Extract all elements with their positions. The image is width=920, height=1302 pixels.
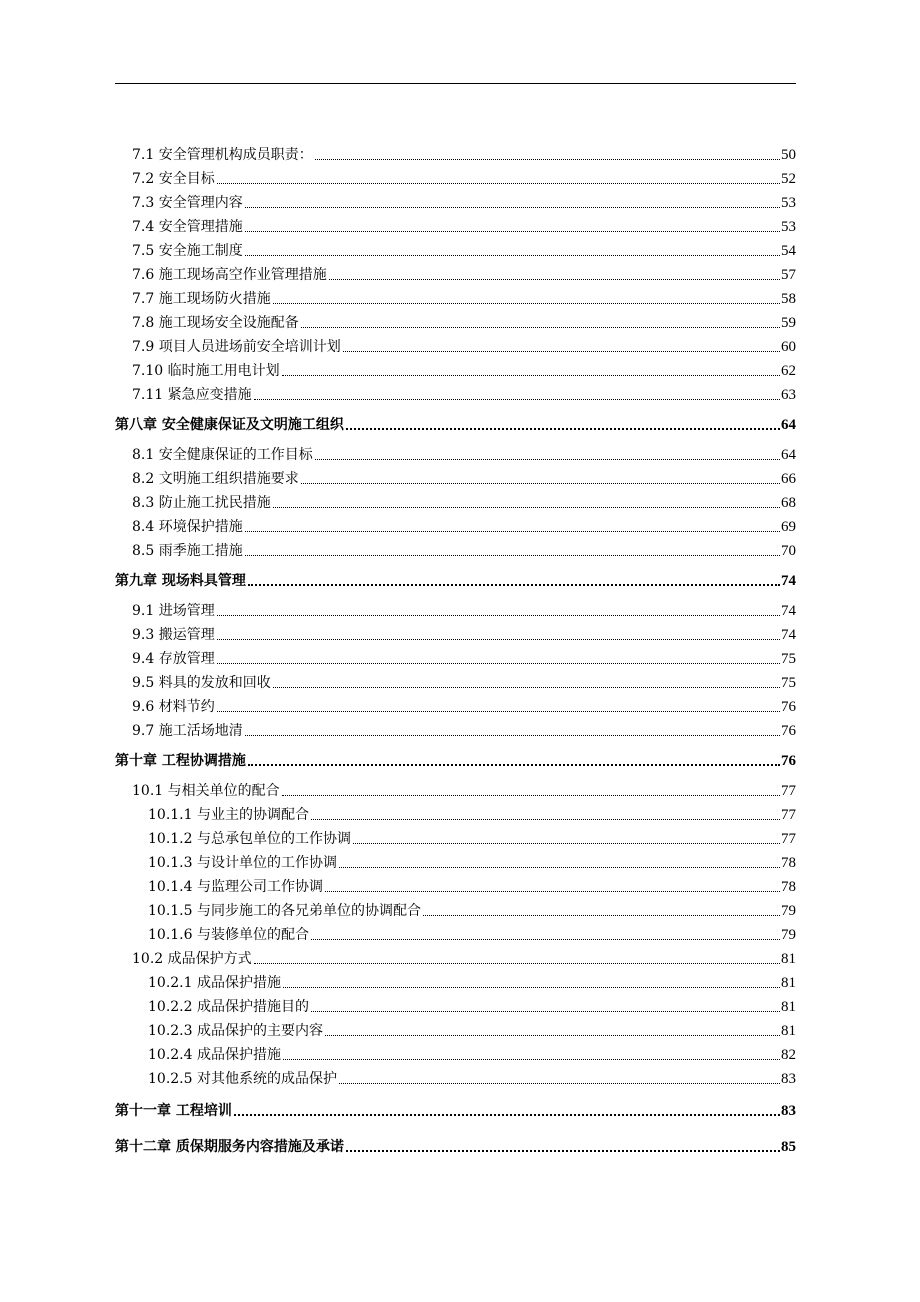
dot-leader: [311, 819, 780, 820]
toc-entry-label: 10.1.3 与设计单位的工作协调: [148, 855, 337, 871]
dot-leader: [339, 1083, 780, 1084]
toc-entry-10-2-4[interactable]: [115, 1040, 796, 1064]
toc-entry-label: 10.2.5 对其他系统的成品保护: [148, 1071, 337, 1087]
toc-entry-8-1[interactable]: [115, 440, 796, 464]
toc-page-number: 81: [781, 999, 796, 1015]
toc-entry-label: 10.2.2 成品保护措施目的: [148, 999, 309, 1015]
toc-page-number: 81: [781, 975, 796, 991]
toc-entry-8-3[interactable]: [115, 488, 796, 512]
toc-entry-label: 7.11 紧急应变措施: [132, 387, 252, 403]
toc-page-number: 69: [781, 519, 796, 535]
toc-page-number: 75: [781, 651, 796, 667]
toc-entry-label: 9.4 存放管理: [132, 651, 215, 667]
toc-entry-label: 7.9 项目人员进场前安全培训计划: [132, 339, 341, 355]
toc-chapter-label: 第八章 安全健康保证及文明施工组织: [115, 417, 344, 433]
toc-page-number: 53: [781, 195, 796, 211]
toc-entry-label: 10.2.4 成品保护措施: [148, 1047, 281, 1063]
toc-entry-10-1-6[interactable]: [115, 920, 796, 944]
toc-page-number: 77: [781, 807, 796, 823]
toc-entry-label: 10.1.1 与业主的协调配合: [148, 807, 309, 823]
header-rule: [115, 83, 796, 84]
toc-entry-label: 8.5 雨季施工措施: [132, 543, 243, 559]
toc-page-number: 70: [781, 543, 796, 559]
dot-leader: [339, 867, 780, 868]
toc-entry-7-1[interactable]: [115, 140, 796, 164]
toc-chapter-11[interactable]: [115, 1096, 796, 1120]
toc-page-number: 79: [781, 927, 796, 943]
toc-entry-9-4[interactable]: [115, 644, 796, 668]
toc-page-number: 77: [781, 831, 796, 847]
toc-entry-8-5[interactable]: [115, 536, 796, 560]
toc-entry-label: 10.1.6 与装修单位的配合: [148, 927, 309, 943]
toc-entry-7-6[interactable]: [115, 260, 796, 284]
toc-page-number: 81: [781, 951, 796, 967]
toc-entry-10-2-5[interactable]: [115, 1064, 796, 1088]
toc-entry-7-2[interactable]: [115, 164, 796, 188]
dot-leader: [315, 459, 780, 460]
toc-entry-label: 9.7 施工活场地清: [132, 723, 243, 739]
toc-chapter-label: 第十章 工程协调措施: [115, 753, 246, 769]
toc-page-number: 82: [781, 1047, 796, 1063]
toc-page-number: 83: [781, 1103, 796, 1119]
toc-entry-label: 7.4 安全管理措施: [132, 219, 243, 235]
toc-entry-9-1[interactable]: [115, 596, 796, 620]
toc-chapter-10[interactable]: [115, 746, 796, 770]
toc-page-number: 60: [781, 339, 796, 355]
toc-page-number: 66: [781, 471, 796, 487]
toc-chapter-9[interactable]: [115, 566, 796, 590]
toc-page-number: 62: [781, 363, 796, 379]
toc-entry-label: 10.1.5 与同步施工的各兄弟单位的协调配合: [148, 903, 421, 919]
toc-page-number: 64: [781, 417, 796, 433]
dot-leader: [273, 507, 780, 508]
toc-entry-label: 10.2 成品保护方式: [132, 951, 252, 967]
dot-leader: [273, 687, 780, 688]
toc-chapter-12[interactable]: [115, 1132, 796, 1156]
toc-entry-8-2[interactable]: [115, 464, 796, 488]
toc-entry-label: 7.5 安全施工制度: [132, 243, 243, 259]
toc-entry-label: 8.3 防止施工扰民措施: [132, 495, 271, 511]
toc-entry-label: 7.10 临时施工用电计划: [132, 363, 280, 379]
toc-entry-label: 9.3 搬运管理: [132, 627, 215, 643]
toc-chapter-8[interactable]: [115, 410, 796, 434]
toc-entry-7-3[interactable]: [115, 188, 796, 212]
toc-entry-10-1-3[interactable]: [115, 848, 796, 872]
dot-leader: [282, 375, 780, 376]
toc-chapter-label: 第九章 现场料具管理: [115, 573, 246, 589]
dot-leader: [245, 207, 780, 208]
dot-leader: [217, 711, 780, 712]
dot-leader: [217, 615, 780, 616]
toc-entry-label: 9.5 料具的发放和回收: [132, 675, 271, 691]
toc-chapter-label: 第十二章 质保期服务内容措施及承诺: [115, 1139, 344, 1155]
toc-entry-7-10[interactable]: [115, 356, 796, 380]
toc-entry-label: 9.6 材料节约: [132, 699, 215, 715]
dot-leader: [245, 555, 780, 556]
toc-entry-10-1[interactable]: [115, 776, 796, 800]
toc-entry-7-11[interactable]: [115, 380, 796, 404]
dot-leader: [329, 279, 780, 280]
dot-leader: [273, 303, 780, 304]
toc-entry-label: 10.2.3 成品保护的主要内容: [148, 1023, 323, 1039]
toc-page-number: 58: [781, 291, 796, 307]
toc-page-number: 78: [781, 879, 796, 895]
toc-entry-10-2-3[interactable]: [115, 1016, 796, 1040]
toc-page-number: 83: [781, 1071, 796, 1087]
toc-entry-label: 10.1.4 与监理公司工作协调: [148, 879, 323, 895]
dot-leader: [343, 351, 780, 352]
toc-entry-label: 10.1 与相关单位的配合: [132, 783, 280, 799]
toc-entry-label: 7.6 施工现场高空作业管理措施: [132, 267, 327, 283]
dot-leader: [283, 1059, 780, 1060]
dot-leader: [325, 891, 780, 892]
toc-page-number: 50: [781, 147, 796, 163]
dot-leader: [245, 231, 780, 232]
dot-leader: [315, 159, 780, 160]
toc-entry-label: 7.8 施工现场安全设施配备: [132, 315, 299, 331]
toc-page-number: 54: [781, 243, 796, 259]
toc-entry-9-7[interactable]: [115, 716, 796, 740]
toc-page-number: 78: [781, 855, 796, 871]
toc-page-number: 75: [781, 675, 796, 691]
dot-leader: [217, 183, 780, 184]
dot-leader: [423, 915, 780, 916]
toc-entry-label: 8.4 环境保护措施: [132, 519, 243, 535]
toc-entry-label: 8.1 安全健康保证的工作目标: [132, 447, 313, 463]
toc-page-number: 53: [781, 219, 796, 235]
dot-leader: [346, 1150, 780, 1152]
dot-leader: [283, 987, 780, 988]
dot-leader: [245, 255, 780, 256]
dot-leader: [254, 963, 780, 964]
toc-entry-10-1-1[interactable]: [115, 800, 796, 824]
toc-page-number: 76: [781, 753, 796, 769]
toc-entry-label: 7.7 施工现场防火措施: [132, 291, 271, 307]
dot-leader: [325, 1035, 780, 1036]
toc-entry-label: 10.2.1 成品保护措施: [148, 975, 281, 991]
toc-page-number: 79: [781, 903, 796, 919]
toc-page-number: 76: [781, 723, 796, 739]
dot-leader: [248, 764, 780, 766]
dot-leader: [301, 483, 780, 484]
toc-page-number: 59: [781, 315, 796, 331]
toc-entry-10-1-5[interactable]: [115, 896, 796, 920]
toc-entry-label: 8.2 文明施工组织措施要求: [132, 471, 299, 487]
toc-page-number: 76: [781, 699, 796, 715]
toc-entry-9-5[interactable]: [115, 668, 796, 692]
toc-entry-7-8[interactable]: [115, 308, 796, 332]
toc-entry-label: 7.2 安全目标: [132, 171, 215, 187]
dot-leader: [217, 639, 780, 640]
toc-page-number: 81: [781, 1023, 796, 1039]
dot-leader: [353, 843, 780, 844]
dot-leader: [311, 1011, 780, 1012]
dot-leader: [245, 735, 780, 736]
toc-page-number: 77: [781, 783, 796, 799]
dot-leader: [301, 327, 780, 328]
toc-entry-label: 9.1 进场管理: [132, 603, 215, 619]
toc-entry-7-9[interactable]: [115, 332, 796, 356]
dot-leader: [311, 939, 780, 940]
toc-entry-label: 10.1.2 与总承包单位的工作协调: [148, 831, 351, 847]
toc-entry-7-5[interactable]: [115, 236, 796, 260]
dot-leader: [254, 399, 780, 400]
toc-page-number: 85: [781, 1139, 796, 1155]
toc-entry-9-3[interactable]: [115, 620, 796, 644]
dot-leader: [245, 531, 780, 532]
toc-page-number: 68: [781, 495, 796, 511]
toc-page-number: 74: [781, 573, 796, 589]
toc-page-number: 74: [781, 603, 796, 619]
dot-leader: [346, 428, 780, 430]
toc-entry-8-4[interactable]: [115, 512, 796, 536]
toc-page-number: 63: [781, 387, 796, 403]
dot-leader: [234, 1114, 780, 1116]
toc-entry-10-1-4[interactable]: [115, 872, 796, 896]
toc-page-number: 52: [781, 171, 796, 187]
toc-entry-label: 7.3 安全管理内容: [132, 195, 243, 211]
toc-chapter-label: 第十一章 工程培训: [115, 1103, 232, 1119]
dot-leader: [217, 663, 780, 664]
toc-entry-7-7[interactable]: [115, 284, 796, 308]
toc-page-number: 64: [781, 447, 796, 463]
toc-entry-9-6[interactable]: [115, 692, 796, 716]
toc-entry-10-1-2[interactable]: [115, 824, 796, 848]
toc-page-number: 74: [781, 627, 796, 643]
toc-entry-label: 7.1 安全管理机构成员职责：: [132, 147, 313, 163]
toc-entry-10-2[interactable]: [115, 944, 796, 968]
dot-leader: [248, 584, 780, 586]
toc-entry-10-2-1[interactable]: [115, 968, 796, 992]
toc-page-number: 57: [781, 267, 796, 283]
toc-entry-7-4[interactable]: [115, 212, 796, 236]
dot-leader: [282, 795, 780, 796]
toc-entry-10-2-2[interactable]: [115, 992, 796, 1016]
